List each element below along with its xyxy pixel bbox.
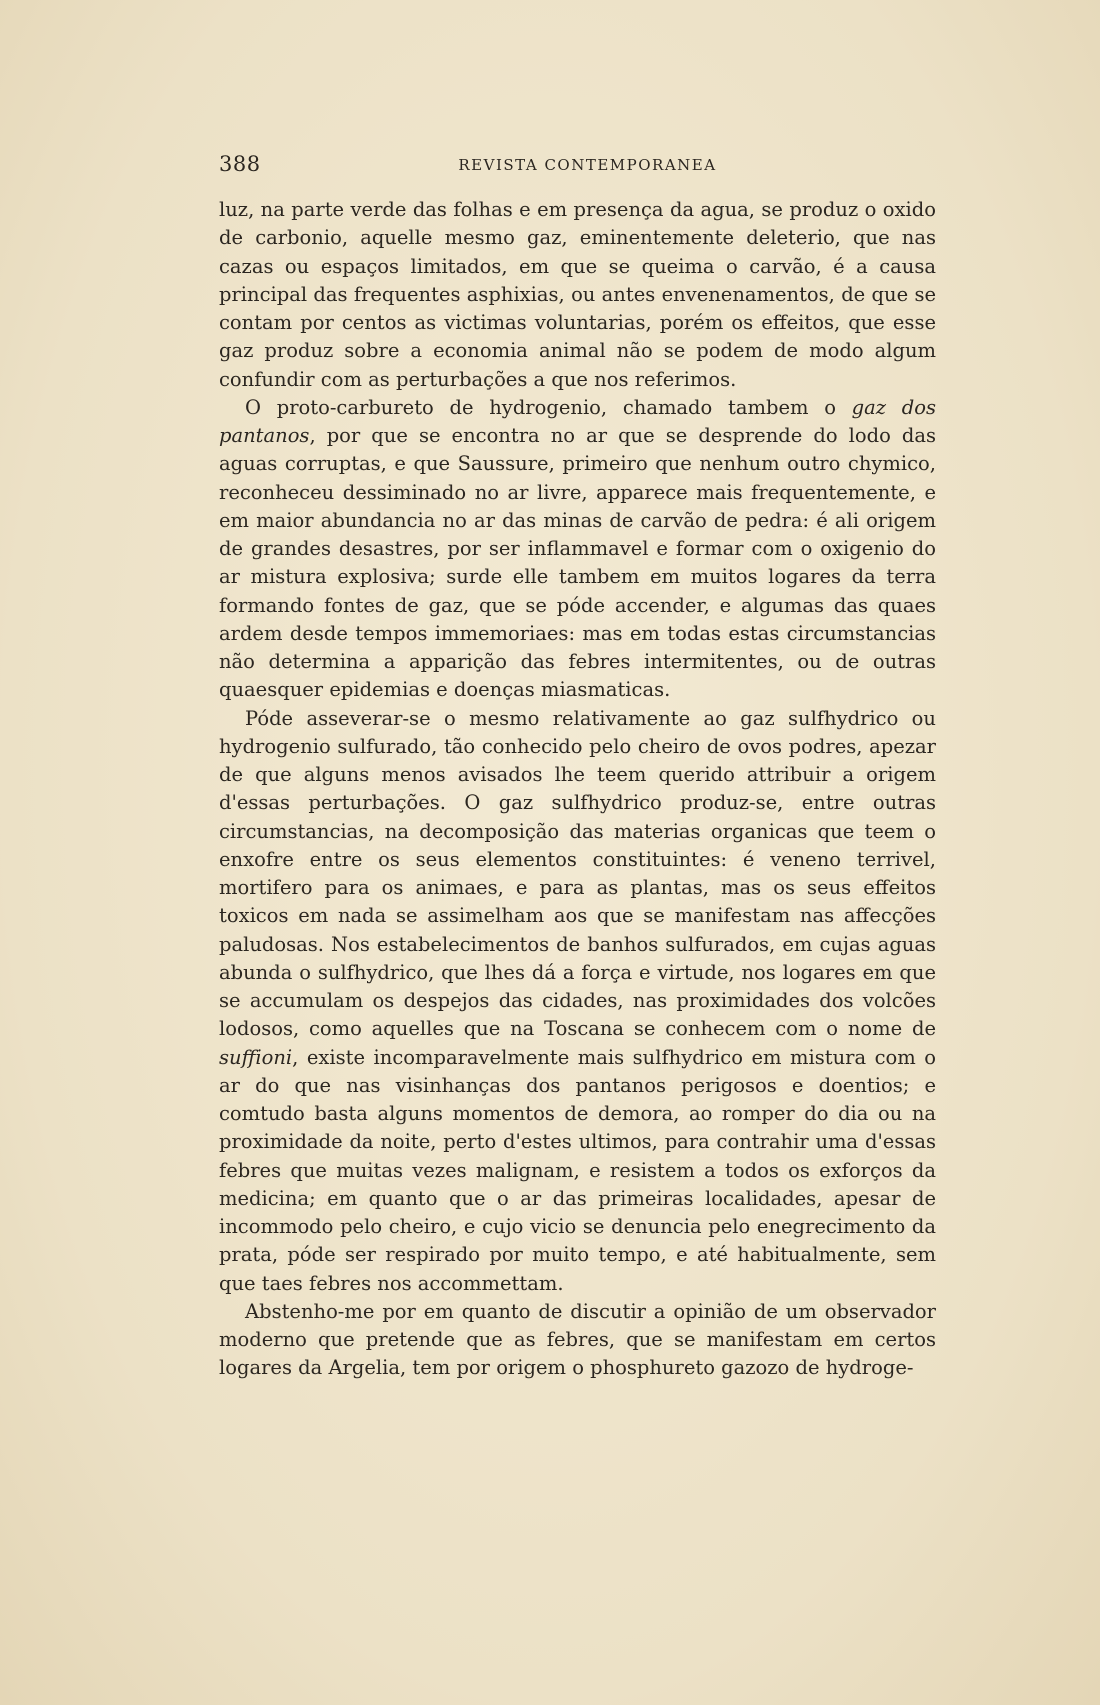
italic-term: suffioni xyxy=(219,1045,293,1069)
paragraph-1 xyxy=(219,196,936,394)
paragraph-text: Póde asseverar-se o mesmo relativamente ao gaz sulfhydrico ou hydrogenio sulfurado, tão conhecido pelo cheiro de ovos podres, apezar de que alguns menos avisados lhe teem querido attribuir a origem d'essas perturbações. O gaz sulfhydrico produz-se, entre outras circumstancias, na decomposição das materias organicas que teem o enxofre entre os seus elementos constituintes: é veneno terrivel, mortifero para os animaes, e para as plantas, mas os seus effeitos toxicos em nada se assimelham aos que se manifestam nas affecções paludosas. Nos estabelecimentos de banhos sulfurados, em cujas aguas abunda o sulfhydrico, que lhes dá a força e virtude, nos logares em que se accumulam os despejos das cidades, nas proximidades dos volcões lodosos, como aquelles que na Toscana se conhecem com o nome de xyxy=(219,706,936,1041)
paragraph-2 xyxy=(219,394,936,705)
italic-term: gaz dos pantanos xyxy=(219,395,937,447)
paragraph-text: , por que se encontra no ar que se desprende do lodo das aguas corruptas, e que Saussure, primeiro que nenhum outro chymico, reconheceu dessiminado no ar livre, apparece mais frequentemente, e em maior abundancia no ar das minas de carvão de pedra: é ali origem de grandes desastres, por ser inflammavel e formar com o oxigenio do ar mistura explosiva; surde elle tambem em muitos logares da terra formando fontes de gaz, que se póde accender, e algumas das quaes ardem desde tempos immemoriaes: mas em todas estas circumstancias não determina a apparição das febres intermitentes, ou de outras quaesquer epidemias e doenças miasmaticas. xyxy=(219,424,936,702)
page-number: 388 xyxy=(219,152,261,176)
paragraph-3 xyxy=(219,705,936,1298)
paragraph-text: luz, na parte verde das folhas e em presença da agua, se produz o oxido de carbonio, aquelle mesmo gaz, eminentemente deleterio, que nas cazas ou espaços limitados, em que se queima o carvão, é a causa principal das frequentes asphixias, ou antes envenenamentos, de que se contam por centos as victimas voluntarias, porém os effeitos, que esse gaz produz sobre a economia animal não se podem de modo algum confundir com as perturbações a que nos referimos. xyxy=(219,198,936,391)
page-header xyxy=(219,152,936,186)
paragraph-4 xyxy=(219,1298,936,1383)
paragraph-text: Abstenho-me por em quanto de discutir a opinião de um observador moderno que pretende que as febres, que se manifestam em certos logares da Argelia, tem por origem o phosphureto gazozo de hydroge- xyxy=(219,1299,936,1380)
paragraph-text: , existe incomparavelmente mais sulfhydrico em mistura com o ar do que nas visinhanças dos pantanos perigosos e doentios; e comtudo basta alguns momentos de demora, ao romper do dia ou na proximidade da noite, perto d'estes ultimos, para contrahir uma d'essas febres que muitas vezes malignam, e resistem a todos os exforços da medicina; em quanto que o ar das primeiras localidades, apesar de incommodo pelo cheiro, e cujo vicio se denuncia pelo enegrecimento da prata, póde ser respirado por muito tempo, e até habitualmente, sem que taes febres nos accommettam. xyxy=(219,1045,936,1295)
paragraph-text: O proto-carbureto de hydrogenio, chamado tambem o xyxy=(245,395,852,419)
article-body xyxy=(219,196,936,1383)
running-title: REVISTA CONTEMPORANEA xyxy=(458,156,717,174)
